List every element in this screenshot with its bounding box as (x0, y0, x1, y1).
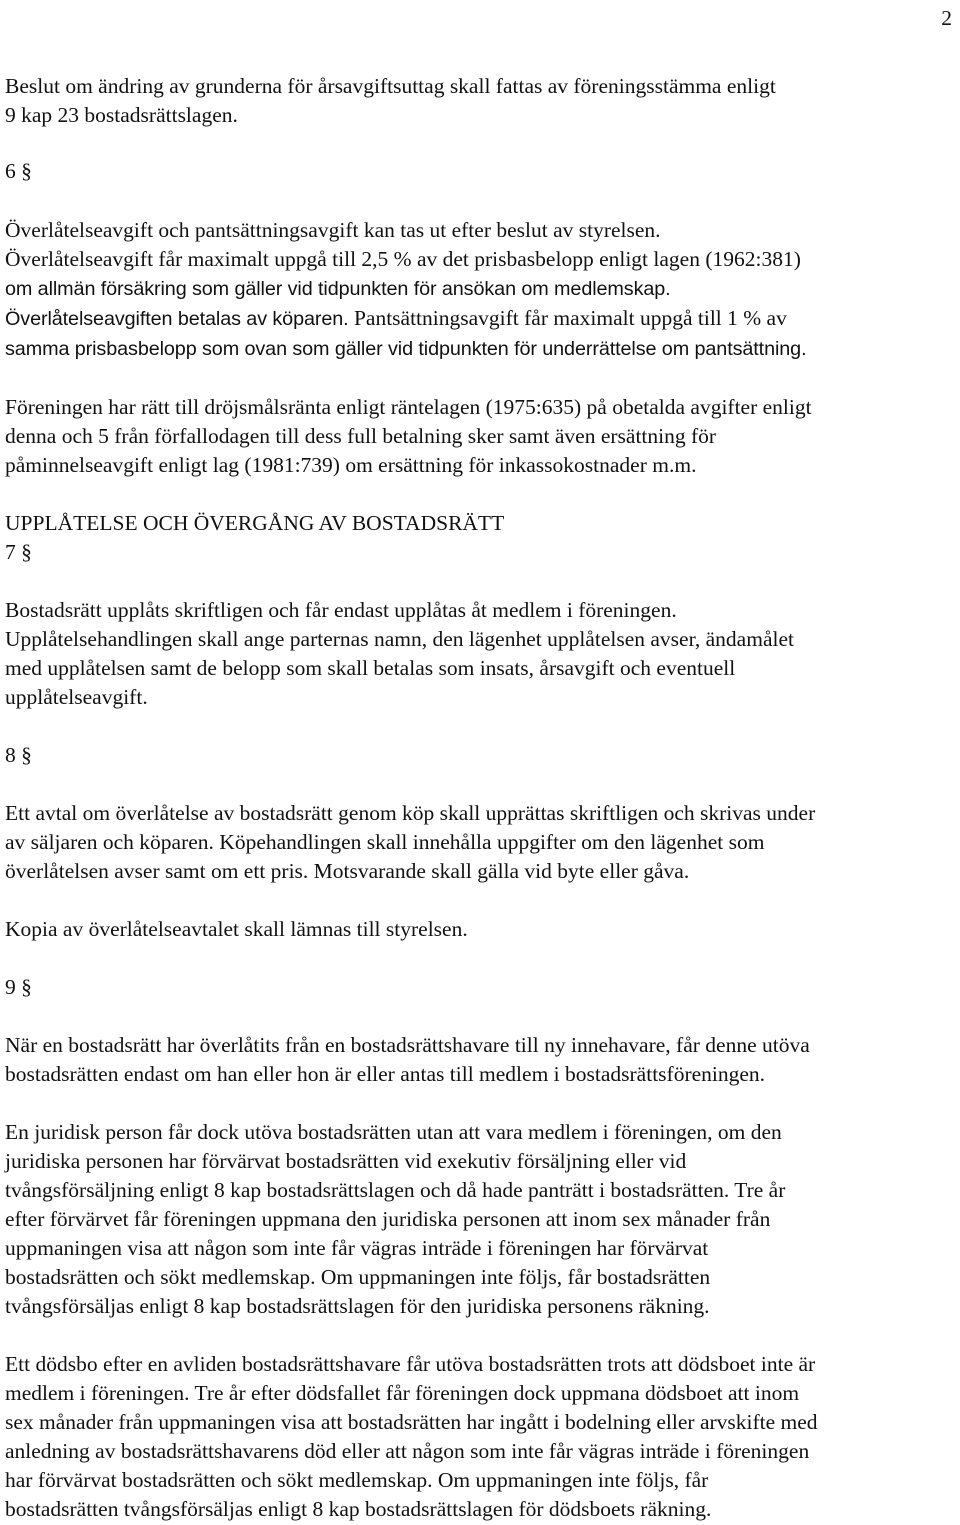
spacer (5, 186, 957, 216)
paragraph-dodsbo: Ett dödsbo efter en avliden bostadsrättshavare får utöva bostadsrätten trots att dödsboet inte är medlem i föreningen. Tre år efter dödsfallet får föreningen dock uppmana dödsboet att inom sex månader från uppmaningen visa att bostadsrätten har ingått i bodelning eller arvskifte med anledning av bostadsrättshavarens död eller att någon som inte får vägras inträde i föreningen har förvärvat bostadsrätten och sökt medlemskap. Om uppmaningen inte följs, får bostadsrätten tvångsförsäljas enligt 8 kap bostadsrättslagen för dödsboets räkning. (5, 1352, 818, 1521)
paragraph-overlatelseavgift-part-2: om allmän försäkring som gäller vid tidpunkten för ansökan om medlemskap. Överlåtelseavgiften betalas av köparen. (5, 278, 671, 330)
section-title-upplatelse: UPPLÅTELSE OCH ÖVERGÅNG AV BOSTADSRÄTT (5, 511, 505, 535)
spacer (5, 364, 957, 393)
spacer (5, 712, 957, 741)
page-number: 2 (941, 6, 952, 30)
spacer (5, 130, 957, 157)
paragraph-ny-innehavare: När en bostadsrätt har överlåtits från en bostadsrättshavare till ny innehavare, får denne utöva bostadsrätten endast om han eller hon är eller antas till medlem i bostadsrättsföreningen. (5, 1033, 810, 1086)
spacer (5, 480, 957, 509)
spacer (5, 567, 957, 596)
paragraph-overlatelseavgift-part-4: samma prisbasbelopp som ovan som gäller vid tidpunkten för underrättelse om pantsättning. (5, 338, 807, 360)
spacer (5, 1089, 957, 1118)
paragraph-upplatelse: Bostadsrätt upplåts skriftligen och får endast upplåtas åt medlem i föreningen. Upplåtelsehandlingen skall ange parternas namn, den lägenhet upplåtelsen avser, ändamålet med upplåtelsen samt de belopp som skall betalas som insats, årsavgift och eventuell upplåtelseavgift. (5, 598, 794, 709)
spacer (5, 1002, 957, 1031)
spacer (5, 886, 957, 915)
paragraph-kopia-avtal: Kopia av överlåtelseavtalet skall lämnas till styrelsen. (5, 917, 468, 941)
paragraph-drojsmalsranta: Föreningen har rätt till dröjsmålsränta enligt räntelagen (1975:635) på obetalda avgifter enligt denna och 5 från förfallodagen till dess full betalning sker samt även ersättning för påminnelseavgift enligt lag (1981:739) om ersättning för inkassokostnader m.m. (5, 395, 812, 477)
paragraph-arsavgift-beslut: Beslut om ändring av grunderna för årsavgiftsuttag skall fattas av föreningsstämma enligt 9 kap 23 bostadsrättslagen. (5, 74, 776, 127)
section-7-heading: 7 § (5, 540, 32, 564)
spacer (5, 944, 957, 973)
paragraph-overlatelseavgift (5, 216, 957, 364)
paragraph-overlatelseavgift-part-1: Överlåtelseavgift och pantsättningsavgift kan tas ut efter beslut av styrelsen. Överlåtelseavgift får maximalt uppgå till 2,5 % av det prisbasbelopp enligt lagen (1962:381) (5, 218, 801, 271)
paragraph-juridisk-person: En juridisk person får dock utöva bostadsrätten utan att vara medlem i föreningen, om den juridiska personen har förvärvat bostadsrätten vid exekutiv försäljning eller vid tvångsförsäljning enligt 8 kap bostadsrättslagen och då hade panträtt i bostadsrätten. Tre år efter förvärvet får föreningen uppmana den juridiska personen att inom sex månader från uppmaningen visa att någon som inte får vägras inträde i föreningen har förvärvat bostadsrätten och sökt medlemskap. Om uppmaningen inte följs, får bostadsrätten tvångsförsäljas enligt 8 kap bostadsrättslagen för den juridiska personens räkning. (5, 1120, 786, 1318)
spacer (5, 770, 957, 799)
section-6-heading: 6 § (5, 159, 32, 183)
section-8-heading: 8 § (5, 743, 32, 767)
section-9-heading: 9 § (5, 975, 32, 999)
paragraph-overlatelseavgift-part-3: Pantsättningsavgift får maximalt uppgå till 1 % av (348, 306, 787, 330)
document-body (5, 72, 957, 1524)
paragraph-overlatelse-avtal: Ett avtal om överlåtelse av bostadsrätt genom köp skall upprättas skriftligen och skrivas under av säljaren och köparen. Köpehandlingen skall innehålla uppgifter om den lägenhet som överlåtelsen avser samt om ett pris. Motsvarande skall gälla vid byte eller gåva. (5, 801, 816, 883)
spacer (5, 1321, 957, 1350)
